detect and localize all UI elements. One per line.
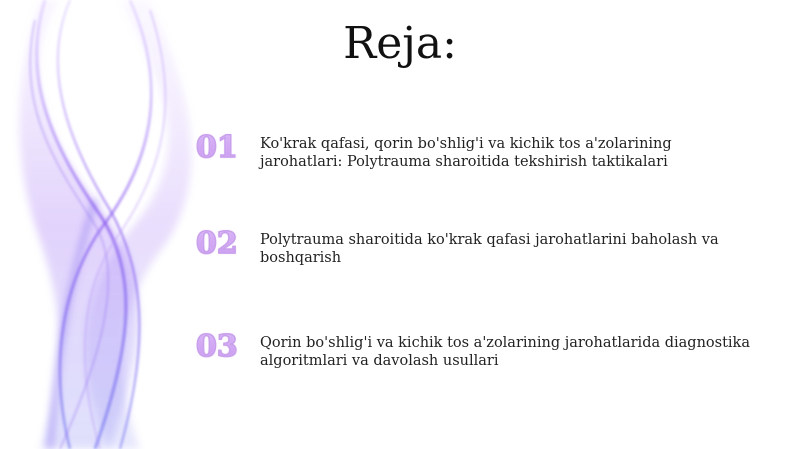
agenda-item-number: 02 — [196, 229, 244, 259]
agenda-item — [196, 329, 756, 392]
agenda-item-text: Ko'krak qafasi, qorin bo'shlig'i va kichik tos a'zolarining jarohatlari: Polytrauma sharoitida tekshirish taktikalari — [260, 136, 672, 170]
agenda-item-number: 03 — [196, 332, 244, 362]
agenda-item-text: Polytrauma sharoitida ko'krak qafasi jarohatlarini baholash va boshqarish — [260, 232, 719, 266]
slide-title: Reja: — [343, 18, 457, 69]
agenda-item-text: Qorin bo'shlig'i va kichik tos a'zolarining jarohatlarida diagnostika algoritmlari va davolash usullari — [260, 335, 750, 369]
agenda-item — [196, 130, 756, 193]
agenda-item — [196, 226, 756, 289]
agenda-item-number: 01 — [196, 133, 244, 163]
